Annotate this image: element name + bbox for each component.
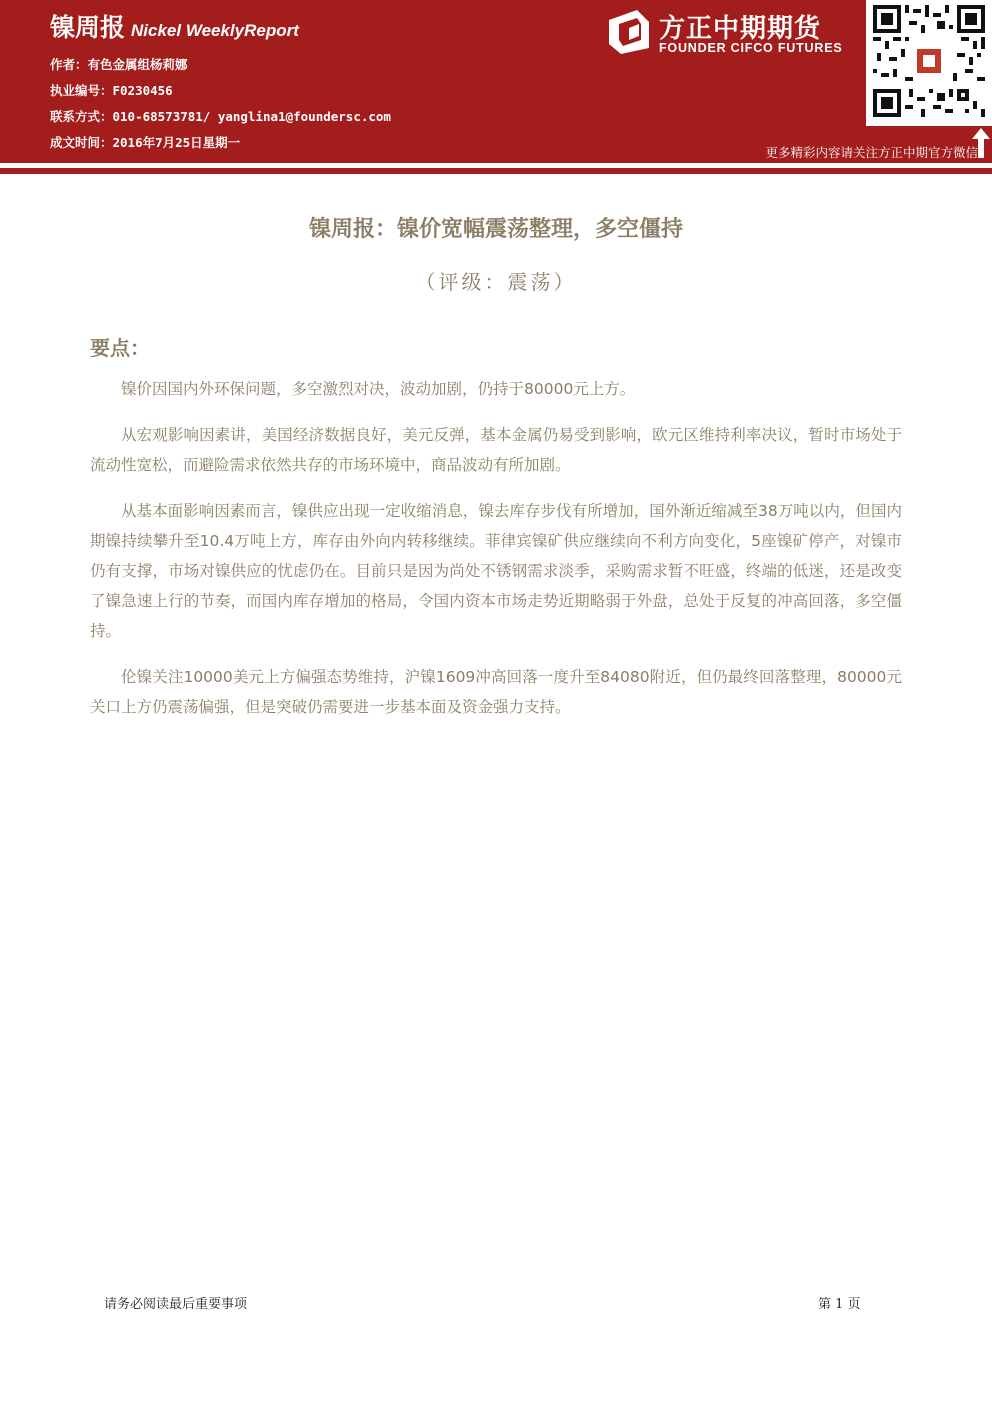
document-title: 镍周报：镍价宽幅震荡整理，多空僵持 (308, 217, 683, 242)
author-line: 作者：有色金属组杨莉娜 (50, 57, 188, 72)
report-title-cn: 镍周报 (50, 13, 126, 42)
key-points-heading: 要点： (90, 336, 150, 360)
qr-code (866, 0, 992, 126)
footer-notice: 请务必阅读最后重要事项 (104, 1297, 248, 1312)
paragraph: 伦镍关注10000美元上方偏强态势维持，沪镍1609冲高回落一度升至84080附近，但仍最终回落整理，80000元关口上方仍震荡偏强，但是突破仍需要进一步基本面及资金强力支持。 (90, 668, 902, 716)
page-number: 第 1 页 (818, 1297, 861, 1312)
rating-label: （评级：震荡） (415, 270, 577, 294)
paragraph: 从宏观影响因素讲，美国经济数据良好，美元反弹，基本金属仍易受到影响，欧元区维持利率决议，暂时市场处于流动性宽松，而避险需求依然共存的市场环境中，商品波动有所加剧。 (90, 426, 902, 474)
report-title-en: Nickel WeeklyReport (131, 21, 299, 40)
contact-line: 联系方式：010-68573781/ yanglina1@foundersc.com (50, 109, 391, 124)
company-logo (603, 8, 858, 58)
header-band (0, 0, 992, 163)
logo-text-cn: 方正中期期货 (659, 14, 822, 44)
header-divider (0, 168, 992, 174)
report-title (50, 8, 299, 44)
paragraph: 从基本面影响因素而言，镍供应出现一定收缩消息，镍去库存步伐有所增加，国外渐近缩减至38万吨以内，但国内期镍持续攀升至10.4万吨上方，库存由外向内转移继续。菲律宾镍矿供应继续向不利方向变化，5座镍矿停产，对镍市仍有支撑，市场对镍供应的忧虑仍在。目前只是因为尚处不锈钢需求淡季，采购需求暂不旺盛，终端的低迷，还是改变了镍急速上行的节奏，而国内库存增加的格局，令国内资本市场走势近期略弱于外盘，总处于反复的冲高回落，多空僵持。 (90, 502, 902, 640)
founder-logo-icon (603, 8, 651, 56)
key-points-body (90, 374, 902, 738)
qr-code-icon (873, 5, 985, 117)
license-line: 执业编号：F0230456 (50, 83, 173, 98)
follow-wechat-text: 更多精彩内容请关注方正中期官方微信 (765, 145, 978, 160)
logo-text-en: FOUNDER CIFCO FUTURES (659, 41, 843, 55)
paragraph: 镍价因国内外环保问题，多空激烈对决，波动加剧，仍持于80000元上方。 (121, 380, 636, 398)
date-line: 成文时间：2016年7月25日星期一 (50, 135, 241, 150)
